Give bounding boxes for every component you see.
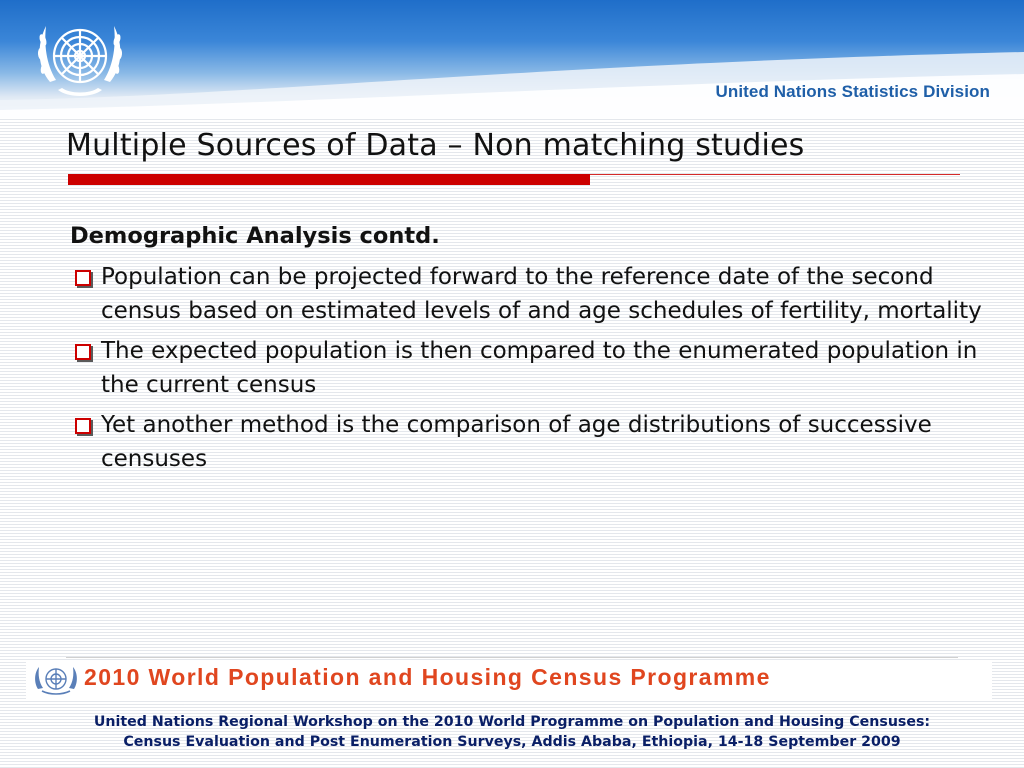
bullet-item	[70, 334, 990, 402]
division-name: United Nations Statistics Division	[715, 82, 990, 101]
bullet-list	[70, 260, 990, 476]
programme-title: 2010 World Population and Housing Census Programme	[84, 664, 771, 690]
caption-line-2: Census Evaluation and Post Enumeration Surveys, Addis Ababa, Ethiopia, 14-18 September 2009	[123, 734, 901, 750]
bullet-text: The expected population is then compared to the enumerated population in the current census	[101, 338, 978, 398]
caption-line-1: United Nations Regional Workshop on the 2010 World Programme on Population and Housing Censuses:	[93, 714, 931, 730]
bullet-item	[70, 260, 990, 328]
checkbox-bullet-icon	[75, 344, 91, 360]
checkbox-bullet-icon	[75, 270, 91, 286]
footer-divider	[66, 657, 958, 658]
bullet-text: Population can be projected forward to the reference date of the second census based on estimated levels of and age schedules of fertility, mortality	[101, 264, 982, 324]
un-emblem-icon	[28, 10, 132, 108]
header-banner	[0, 0, 1024, 118]
slide-body	[70, 218, 990, 482]
checkbox-bullet-icon	[75, 418, 91, 434]
bullet-text: Yet another method is the comparison of age distributions of successive censuses	[101, 412, 932, 472]
programme-banner	[26, 660, 992, 700]
workshop-caption	[0, 712, 1024, 752]
bullet-item	[70, 408, 990, 476]
un-emblem-small-icon	[34, 665, 78, 695]
slide-title: Multiple Sources of Data – Non matching studies	[66, 128, 805, 163]
section-subheading: Demographic Analysis contd.	[70, 223, 440, 249]
title-underline-accent	[68, 174, 590, 185]
